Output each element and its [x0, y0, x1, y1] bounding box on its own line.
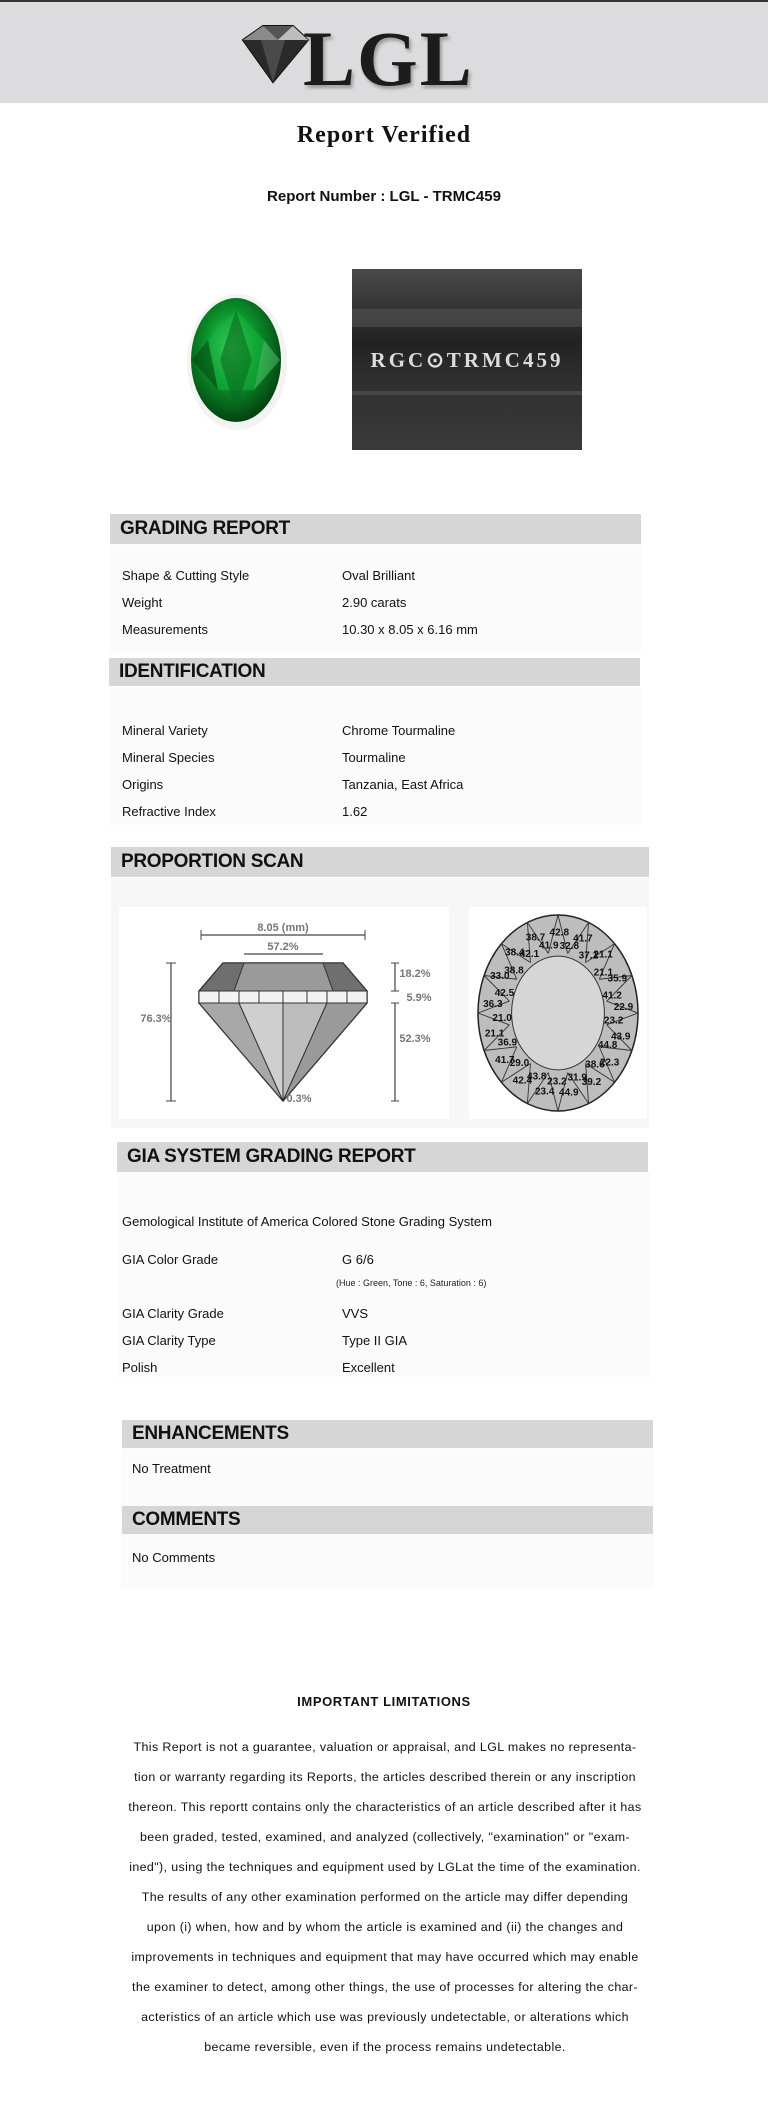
gia-heading: GIA SYSTEM GRADING REPORT: [117, 1142, 648, 1172]
dim-crown: 18.2%: [399, 968, 431, 980]
facet-angle-label: 38.4: [505, 947, 525, 959]
limitations-line: became reversible, even if the process remains undetectable.: [204, 2040, 566, 2054]
gia-clarity-grade-value: VVS: [342, 1306, 369, 1321]
facet-angle-label: 38.8: [504, 965, 524, 977]
header-banner: [0, 2, 768, 103]
facet-angle-label: 23.2: [547, 1076, 567, 1088]
grading-value-weight: 2.90 carats: [342, 595, 407, 610]
dim-girdle: 5.9%: [406, 992, 432, 1004]
gia-clarity-type-value: Type II GIA: [342, 1333, 408, 1348]
grading-label-measurements: Measurements: [122, 622, 208, 637]
facet-angle-label: 21.1: [593, 967, 614, 979]
gia-clarity-grade-label: GIA Clarity Grade: [122, 1306, 224, 1321]
identification-heading: IDENTIFICATION: [109, 658, 640, 686]
limitations-line: acteristics of an article which use was previously undetectable, or alterations which: [141, 2010, 629, 2024]
facet-angle-label: 44.8: [597, 1039, 618, 1051]
gia-color-value: G 6/6: [342, 1252, 374, 1267]
limitations-line: the examiner to detect, among other things, the use of processes for altering the char-: [132, 1980, 638, 1994]
facet-angle-label: 33.0: [490, 970, 510, 982]
limitations-line: thereon. This reportt contains only the characteristics of an article described after it has: [128, 1800, 642, 1814]
id-label-species: Mineral Species: [122, 750, 215, 765]
id-value-species: Tourmaline: [342, 750, 406, 765]
limitations-line: been graded, tested, examined, and analyzed (collectively, "examination" or "exam-: [139, 1830, 630, 1844]
gemstone-photo: [134, 270, 324, 464]
gia-polish-value: Excellent: [342, 1360, 395, 1375]
facet-angle-label: 36.9: [497, 1037, 518, 1049]
facet-angle-label: 44.9: [559, 1087, 579, 1099]
dim-total-depth: 76.3%: [140, 1013, 172, 1025]
facet-angle-label: 29.0: [509, 1057, 530, 1069]
facet-angle-label: 37.1: [578, 950, 599, 962]
facet-angle-label: 38.7: [525, 932, 546, 944]
dim-pavilion: 52.3%: [399, 1033, 431, 1045]
facet-angle-label: 23.4: [534, 1086, 555, 1098]
facet-angle-label: 21.1: [593, 949, 613, 961]
limitations-line: This Report is not a guarantee, valuation or appraisal, and LGL makes no representa-: [133, 1740, 637, 1754]
id-label-origins: Origins: [122, 777, 164, 792]
id-label-ri: Refractive Index: [122, 804, 216, 819]
facet-angle-label: 22.3: [599, 1057, 620, 1069]
grading-label-weight: Weight: [122, 595, 163, 610]
id-value-origins: Tanzania, East Africa: [342, 777, 464, 792]
face-up-diagram: [469, 907, 647, 1119]
dim-width: 8.05 (mm): [257, 922, 309, 934]
dim-table: 57.2%: [267, 941, 299, 953]
enhancements-text: No Treatment: [132, 1461, 211, 1476]
facet-angle-label: 36.3: [483, 999, 503, 1011]
facet-angle-label: 43.9: [610, 1031, 631, 1043]
facet-angle-label: 42.4: [512, 1075, 533, 1087]
gia-color-label: GIA Color Grade: [122, 1252, 219, 1267]
comments-heading: COMMENTS: [122, 1506, 653, 1534]
gia-color-note: (Hue : Green, Tone : 6, Saturation : 6): [336, 1278, 487, 1288]
limitations-line: upon (i) when, how and by whom the article is examined and (ii) the changes and: [146, 1920, 624, 1934]
facet-angle-label: 43.8: [527, 1071, 547, 1083]
limitations-line: improvements in techniques and equipment that may have occurred which may enable: [131, 1950, 639, 1964]
limitations-heading: IMPORTANT LIMITATIONS: [297, 1694, 471, 1709]
id-value-variety: Chrome Tourmaline: [342, 723, 456, 738]
enhancements-heading: ENHANCEMENTS: [122, 1420, 653, 1448]
facet-angle-label: 42.5: [494, 987, 515, 999]
limitations-text: [118, 1732, 652, 2062]
grading-value-measurements: 10.30 x 8.05 x 6.16 mm: [342, 622, 478, 637]
grading-heading: GRADING REPORT: [110, 514, 641, 544]
facet-angle-label: 42.8: [549, 927, 570, 939]
facet-angle-label: 35.9: [607, 973, 628, 985]
grading-value-shape: Oval Brilliant: [342, 568, 415, 583]
inscription-photo: [352, 269, 582, 450]
facet-angle-label: 22.9: [613, 1002, 634, 1014]
facet-angle-label: 39.2: [581, 1077, 602, 1089]
facet-angle-label: 41.7: [573, 933, 593, 945]
side-profile-diagram: [119, 907, 449, 1119]
facet-angle-label: 41.9: [539, 940, 559, 952]
limitations-line: ined"), using the techniques and equipment used by LGLat the time of the examination.: [129, 1860, 641, 1874]
inscription-text: RGC⊙TRMC459: [370, 348, 564, 372]
proportion-heading: PROPORTION SCAN: [111, 847, 649, 877]
diamond-logo-icon: [233, 20, 313, 90]
facet-angle-label: 21.1: [484, 1028, 505, 1040]
limitations-line: The results of any other examination performed on the article may differ depending: [141, 1890, 629, 1904]
report-number: Report Number : LGL - TRMC459: [267, 188, 501, 205]
gia-polish-label: Polish: [122, 1360, 158, 1375]
facet-angle-label: 32.8: [559, 940, 580, 952]
grading-label-shape: Shape & Cutting Style: [122, 568, 250, 583]
facet-angle-label: 23.2: [603, 1015, 624, 1027]
gia-system-text: Gemological Institute of America Colored Stone Grading System: [122, 1214, 492, 1229]
id-label-variety: Mineral Variety: [122, 723, 208, 738]
logo-text: LGL: [303, 15, 474, 102]
page-title: Report Verified: [296, 122, 472, 148]
id-value-ri: 1.62: [342, 804, 368, 819]
gia-clarity-type-label: GIA Clarity Type: [122, 1333, 216, 1348]
limitations-line: tion or warranty regarding its Reports, the articles described therein or any inscription: [134, 1770, 636, 1784]
lgl-logo: [233, 15, 493, 102]
facet-angle-label: 42.1: [519, 948, 540, 960]
facet-angle-label: 31.9: [567, 1072, 587, 1084]
facet-angle-label: 38.6: [585, 1059, 605, 1071]
facet-angle-label: 21.0: [492, 1012, 512, 1024]
dim-culet: 0.3%: [286, 1093, 312, 1105]
facet-angle-label: 41.2: [602, 990, 622, 1002]
comments-text: No Comments: [132, 1550, 216, 1565]
facet-angle-label: 41.7: [495, 1055, 515, 1067]
